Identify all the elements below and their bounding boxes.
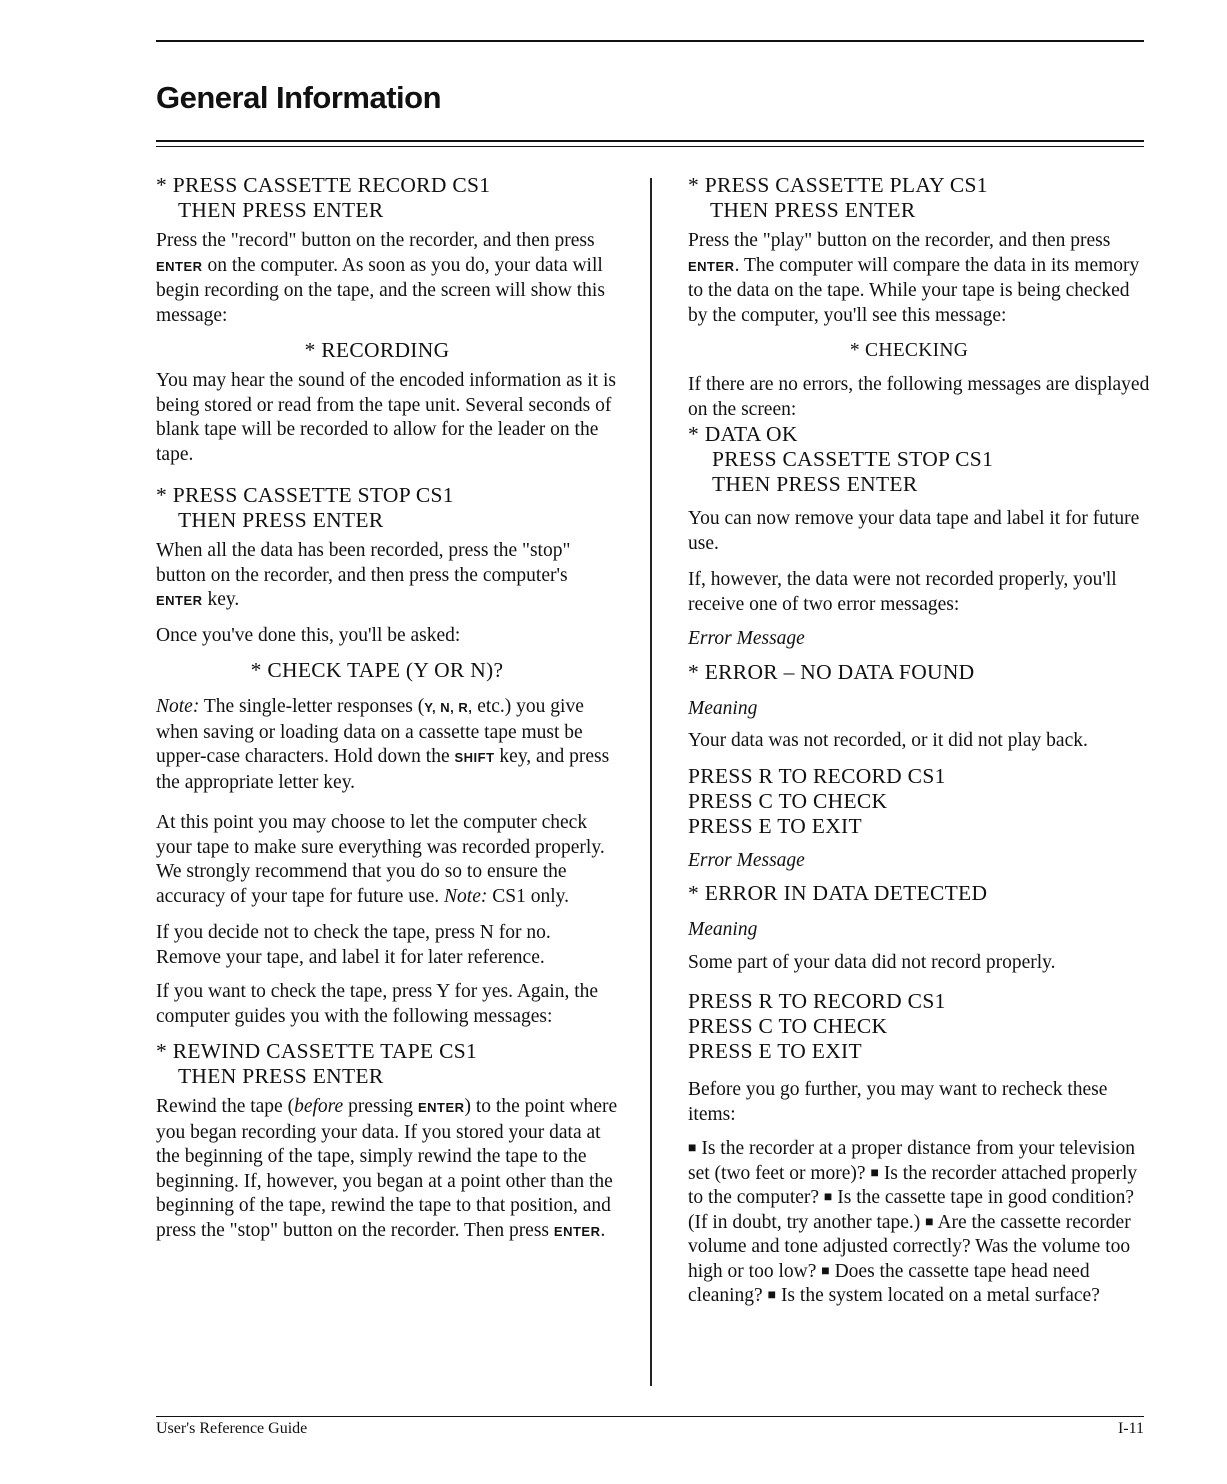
meaning-heading: Meaning: [688, 919, 758, 940]
meaning-no-data: Your data was not recorded, or it did not play back.: [688, 730, 1088, 751]
paragraph-sound: You may hear the sound of the encoded information as it is being stored or read from the tape unit. Several seconds of blank tape will be recorded to allow for the leader on the tape.: [156, 370, 616, 465]
paragraph-remove-tape: You can now remove your data tape and label it for future use.: [688, 508, 1140, 554]
paragraph-yes-check: If you want to check the tape, press Y for yes. Again, the computer guides you with the following messages:: [156, 981, 599, 1027]
bullet-icon: ■: [821, 1263, 830, 1279]
bullet-icon: ■: [823, 1190, 833, 1205]
meaning-data-detected: Some part of your data did not record properly.: [688, 951, 1056, 973]
title-rule-thin: [156, 146, 1144, 147]
error-message-heading: Error Message: [688, 849, 805, 871]
prompt-recording: * RECORDING: [304, 338, 450, 362]
paragraph-play: Press the "play" button on the recorder, and then press ENTER. The computer will compare the data in its memory to the data on the tape. While your tape is being checked by the computer, you'll see this message:: [688, 230, 1140, 326]
paragraph-check-choice: At this point you may choose to let the computer check your tape to make sure everything was recorded properly. We strongly recommend that you do so to ensure the accuracy of your tape for future use. Note: CS1 only.: [156, 812, 605, 907]
left-column: [156, 173, 618, 1254]
checklist: ■ Is the recorder at a proper distance from your television set (two feet or more)? ■ Is the recorder attached properly to the computer? ■ Is the cassette tape in good condition? (If in doubt, try another tape.) ■ Are the cassette recorder volume and tone adjusted correctly? Was the volume too high or too low? ■ Does the cassette tape head need cleaning? ■ Is the system located on a metal surface?: [688, 1138, 1138, 1306]
bullet-icon: ■: [767, 1288, 777, 1303]
paragraph-error-intro: If, however, the data were not recorded properly, you'll receive one of two error messages:: [688, 569, 1117, 615]
page-title: General Information: [156, 80, 442, 115]
enter-key-label: ENTER: [553, 1223, 601, 1239]
prompt-stop: * PRESS CASSETTE STOP CS1 THEN PRESS ENTER: [156, 483, 454, 532]
enter-key-label: ENTER: [156, 593, 203, 608]
error-options-1: PRESS R TO RECORD CS1 PRESS C TO CHECK PRESS E TO EXIT: [688, 763, 946, 838]
error-message-heading: Error Message: [688, 628, 805, 649]
prompt-checking: * CHECKING: [849, 340, 969, 361]
letter-keys-label: Y, N, R,: [424, 700, 473, 715]
paragraph-stop: When all the data has been recorded, press the "stop" button on the recorder, and then press the computer's ENTER key.: [156, 540, 571, 610]
column-divider: [650, 178, 652, 1386]
paragraph-no-errors: If there are no errors, the following messages are displayed on the screen:: [688, 374, 1150, 420]
prompt-data-ok: * DATA OK PRESS CASSETTE STOP CS1 THEN PRESS ENTER: [688, 422, 994, 496]
paragraph-record: Press the "record" button on the recorder, and then press ENTER on the computer. As soon as you do, your data will begin recording on the tape, and the screen will show this message:: [156, 230, 605, 326]
enter-key-label: ENTER: [156, 258, 203, 274]
bullet-icon: ■: [925, 1214, 934, 1230]
enter-key-label: ENTER: [688, 258, 735, 274]
shift-key-label: SHIFT: [454, 750, 495, 765]
prompt-check-tape: * CHECK TAPE (Y OR N)?: [250, 658, 504, 682]
top-rule: [156, 40, 1144, 42]
meaning-heading: Meaning: [688, 697, 758, 719]
bullet-icon: ■: [870, 1165, 879, 1181]
title-rule-thick: [156, 140, 1144, 142]
error-data-detected: * ERROR IN DATA DETECTED: [688, 881, 988, 905]
paragraph-asked: Once you've done this, you'll be asked:: [156, 624, 461, 646]
right-column: [688, 173, 1150, 1319]
prompt-rewind: * REWIND CASSETTE TAPE CS1 THEN PRESS ENTER: [156, 1039, 478, 1088]
footer-guide-title: User's Reference Guide: [156, 1420, 308, 1437]
footer-rule: [156, 1416, 1144, 1417]
paragraph-note: Note: The single-letter responses (Y, N, R, etc.) you give when saving or loading data on a cassette tape must be upper-case characters. Hold down the SHIFT key, and press the appropriate letter key.: [156, 696, 610, 793]
page-number: I-11: [1117, 1420, 1144, 1437]
error-options-2: PRESS R TO RECORD CS1 PRESS C TO CHECK PRESS E TO EXIT: [688, 989, 946, 1063]
enter-key-label: ENTER: [417, 1100, 465, 1115]
paragraph-rewind: Rewind the tape (before pressing ENTER) to the point where you began recording your data. If you stored your data at the beginning of the tape, simply rewind the tape to the beginning. If, however, you began at a point other than the beginning of the tape, rewind the tape to that position, and press the "stop" button on the recorder. Then press ENTER.: [156, 1096, 618, 1241]
error-no-data-found: * ERROR – NO DATA FOUND: [688, 659, 975, 684]
paragraph-no-check: If you decide not to check the tape, press N for no. Remove your tape, and label it for later reference.: [156, 922, 551, 968]
prompt-record: * PRESS CASSETTE RECORD CS1 THEN PRESS ENTER: [156, 173, 491, 222]
paragraph-recheck: Before you go further, you may want to recheck these items:: [688, 1079, 1108, 1125]
bullet-icon: ■: [688, 1141, 697, 1156]
prompt-play: * PRESS CASSETTE PLAY CS1 THEN PRESS ENTER: [688, 173, 988, 222]
